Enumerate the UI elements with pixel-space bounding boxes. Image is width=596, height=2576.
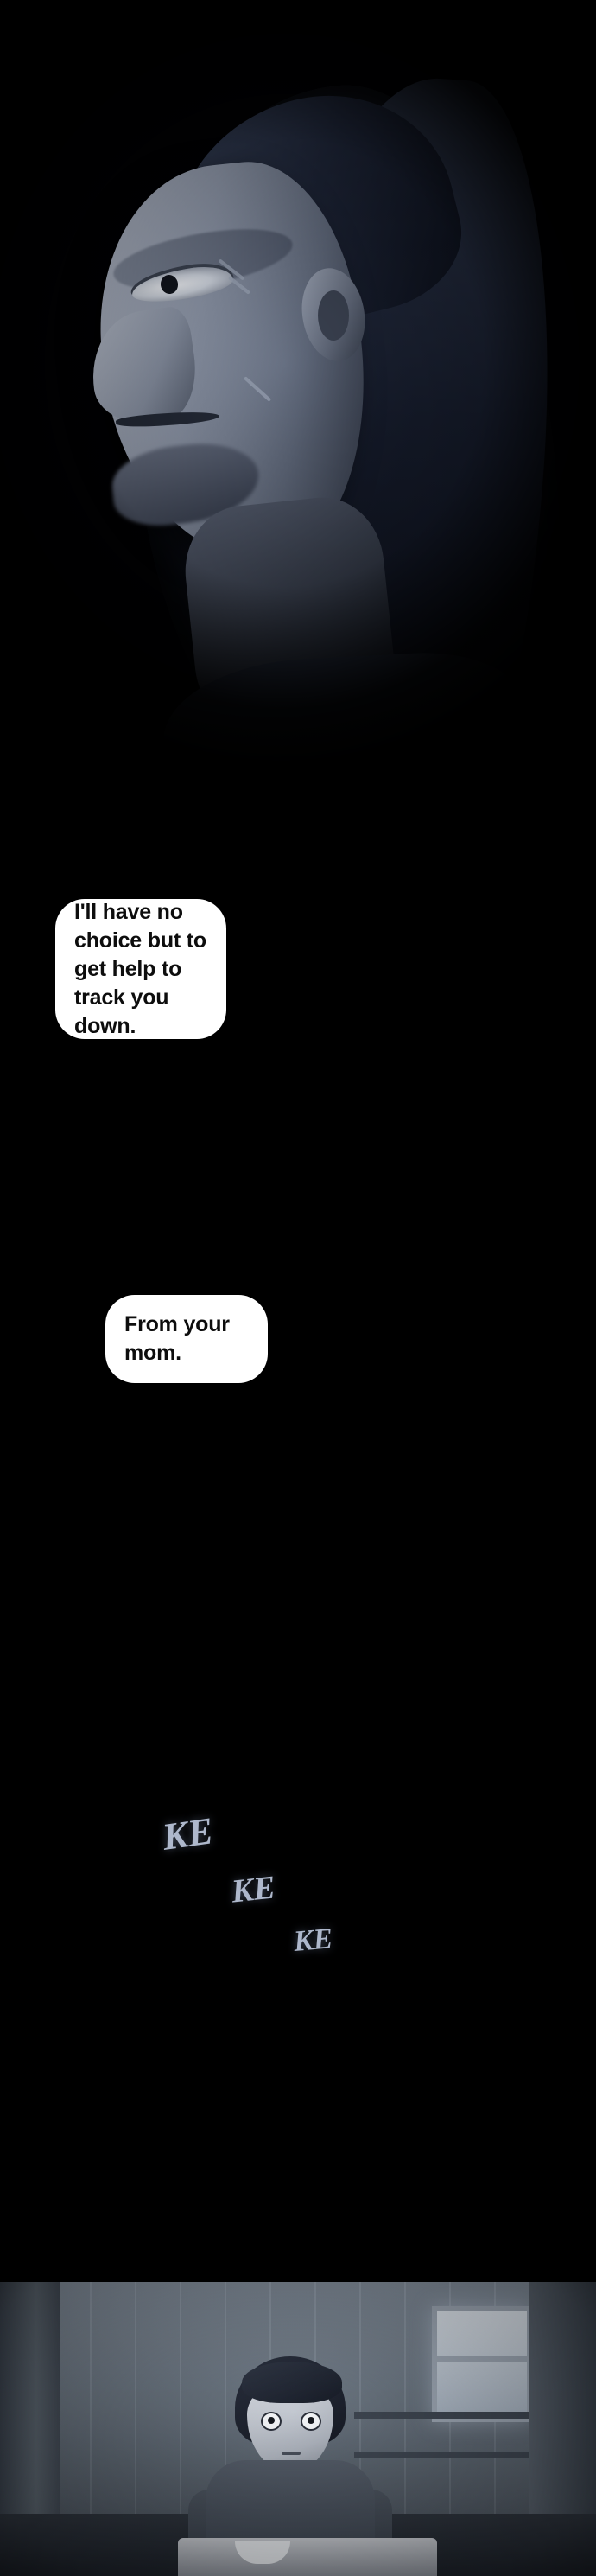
window-bar: [432, 2356, 532, 2362]
boy-fringe: [242, 2362, 342, 2403]
speech-bubble-1: I'll have no choice but to get help to track you down.: [55, 899, 226, 1039]
sound-effect-3: KE: [292, 1922, 334, 1958]
portrait-panel: [0, 0, 596, 847]
window: [432, 2306, 532, 2422]
room-panel: [0, 2282, 596, 2576]
table: [178, 2538, 437, 2576]
man-figure: [86, 52, 570, 830]
boy-mouth: [282, 2452, 301, 2455]
sound-effect-1: KE: [159, 1809, 216, 1859]
boy-pupil-right: [308, 2417, 314, 2424]
boy-pupil-left: [268, 2417, 275, 2424]
ear-inner: [318, 290, 349, 341]
speech-bubble-2: From your mom.: [105, 1295, 268, 1383]
sound-effect-2: KE: [229, 1869, 277, 1910]
